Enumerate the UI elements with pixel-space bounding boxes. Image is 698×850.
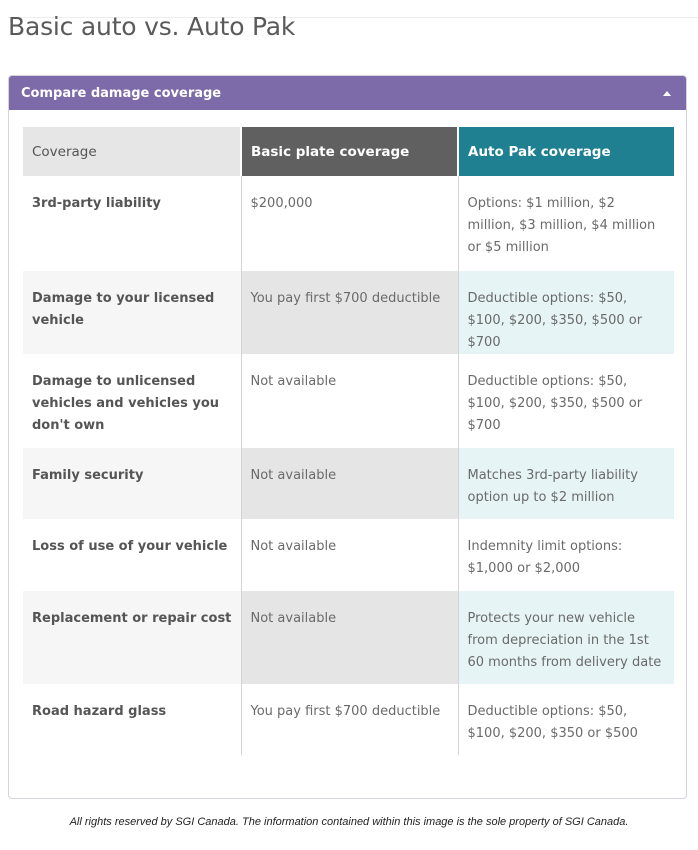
autopak-cell: Options: $1 million, $2 million, $3 million, $4 million or $5 million [467,196,656,255]
caret-up-icon[interactable] [663,91,671,96]
table-header-row [23,127,674,176]
table-row [23,354,674,448]
autopak-cell: Protects your new vehicle from depreciation in the 1st 60 months from delivery date [458,591,674,684]
table-row [23,271,674,354]
coverage-cell: Loss of use of your vehicle [23,519,241,591]
coverage-cell: 3rd-party liability [23,176,241,271]
coverage-table [23,127,674,755]
coverage-cell: Damage to your licensed vehicle [23,271,241,354]
table-row [23,176,674,271]
basic-cell: Not available [241,448,458,519]
coverage-cell: Family security [23,448,241,519]
panel-title: Compare damage coverage [21,85,222,101]
table-row [23,591,674,684]
basic-cell: You pay first $700 deductible [241,684,458,755]
autopak-cell: Deductible options: $50, $100, $200, $350, $500 or $700 [467,374,643,433]
table-row [23,684,674,755]
autopak-cell: Deductible options: $50, $100, $200, $350, $500 or $700 [458,271,674,354]
compare-panel [8,75,687,799]
basic-cell: Not available [241,354,458,448]
basic-cell: You pay first $700 deductible [241,271,458,354]
table-row [23,448,674,519]
table-row [23,519,674,591]
basic-cell: Not available [241,519,458,591]
autopak-cell: Deductible options: $50, $100, $200, $350 or $500 [467,704,638,741]
basic-cell: $200,000 [241,176,458,271]
panel-header-toggle[interactable] [9,76,686,110]
header-basic-plate: Basic plate coverage [241,127,458,176]
basic-cell: Not available [241,591,458,684]
page-title: Basic auto vs. Auto Pak [8,12,296,41]
header-coverage: Coverage [23,127,241,176]
copyright-footer: All rights reserved by SGI Canada. The information contained within this image is the sole property of SGI Canada. [69,816,629,828]
autopak-cell: Matches 3rd-party liability option up to $2 million [458,448,674,519]
autopak-cell: Indemnity limit options: $1,000 or $2,000 [467,539,623,576]
coverage-cell: Damage to unlicensed vehicles and vehicles you don't own [23,354,241,448]
header-auto-pak: Auto Pak coverage [458,127,674,176]
coverage-cell: Replacement or repair cost [23,591,241,684]
coverage-cell: Road hazard glass [23,684,241,755]
